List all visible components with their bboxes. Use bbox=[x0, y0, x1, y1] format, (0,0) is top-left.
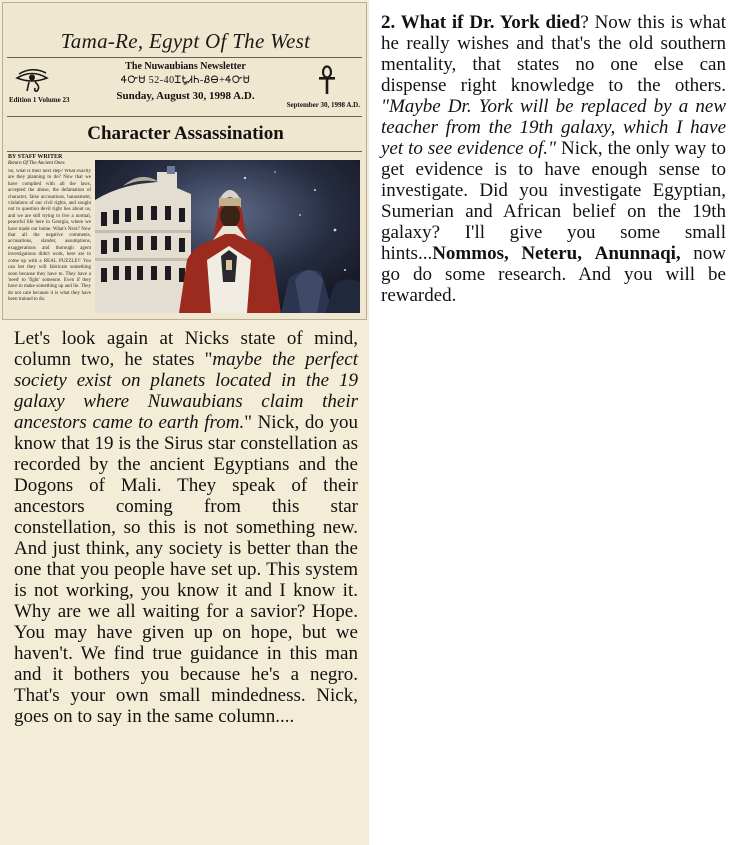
photo-illustration bbox=[95, 160, 360, 313]
divider bbox=[7, 57, 362, 58]
right-heading: 2. What if Dr. York died bbox=[381, 12, 581, 33]
edition-label: Edition 1 Volume 23 bbox=[9, 96, 70, 104]
left-paragraph bbox=[14, 328, 358, 727]
right-text-2: Nick, the only way to get evidence is to have enough sense to investigate. Did you investigate Egyptian, Sumerian and African belief on the 19th galaxy? I'll give you some small hints... bbox=[381, 138, 726, 264]
left-text-2: " Nick, do you know that 19 is the Sirus star constellation as recorded by the ancient Egyptians and the Dogons of Mali. They speak of their ancestors coming from this star constellation, so this is not something new. And just think, any society is better than the one that you people have set up. This system is not working, you know it and I know it. Why are we all waiting for a savior? Hope. You may have given up on hope, but we haven't. We find true guidance in this man and it bothers you because he's a negro. That's your own small mindedness. Nick, goes on to say in the same column.... bbox=[14, 412, 358, 727]
right-text-1: ? Now this is what he really wishes and that's the old southern mentality, that states no one else can dispense right knowledge to the others. bbox=[381, 12, 726, 96]
divider bbox=[7, 116, 362, 117]
issue-date: Sunday, August 30, 1998 A.D. bbox=[116, 90, 255, 102]
right-paragraph bbox=[381, 12, 726, 306]
glyph-line: ᏎᏅᏌ 52-40ᏆᎿᏗᏂ-ᏰᎾ+ᏎᏅᏌ bbox=[120, 75, 251, 86]
right-text-3: now go do some research. And you will be rewarded. bbox=[381, 243, 726, 306]
hint-anunnaqi: Anunnaqi, bbox=[594, 243, 681, 264]
masthead-title: Tama-Re, Egypt Of The West bbox=[60, 29, 311, 53]
headline: Character Assassination bbox=[87, 123, 284, 144]
side-date: September 30, 1998 A.D. bbox=[286, 101, 360, 109]
left-text-1: Let's look again at Nicks state of mind, column two, he states " bbox=[14, 328, 358, 370]
newsletter-clipping bbox=[2, 2, 367, 320]
divider bbox=[7, 151, 362, 152]
hint-nommos: Nommos, bbox=[432, 243, 509, 264]
byline-subtitle: Return Of The Ancient Ones bbox=[8, 161, 65, 166]
left-quote: maybe the perfect society exist on planets located in the 19 galaxy where Nuwaubians claim their ancestors came to earth from. bbox=[14, 349, 358, 433]
right-quote: "Maybe Dr. York will be replaced by a new teacher from the 19th galaxy, which I have yet to see evidence of." bbox=[381, 96, 726, 159]
hint-neteru: Neteru, bbox=[521, 243, 582, 264]
article-photo bbox=[95, 160, 360, 313]
newsletter-name: The Nuwaubians Newsletter bbox=[125, 61, 246, 72]
byline: BY STAFF WRITER bbox=[8, 154, 63, 160]
clipping-body-text: So, what is their next step? What exactly are they planning to do? Now that we have complied with all the laws, accepted the abuse, the defamation of character, false accusations, harassment, violations of our civil rights, and sought out to question devil right lies about us, and we are still trying to live a normal, peaceful life here in Georgia, where we have made our home. What's Next? Now that all the negative comments, accusations, slander, assumptions, exaggerations and thorough agent investigations didn't work, here are to come up with a REAL PUZZLE!! You can bet they will fabricate something soon because they have to. They have a 'need' to 'fight' someone. Even if they have to make something up and lie. They do not care because it is what they have been trained to do. bbox=[8, 169, 91, 303]
ankh-icon bbox=[317, 65, 337, 95]
